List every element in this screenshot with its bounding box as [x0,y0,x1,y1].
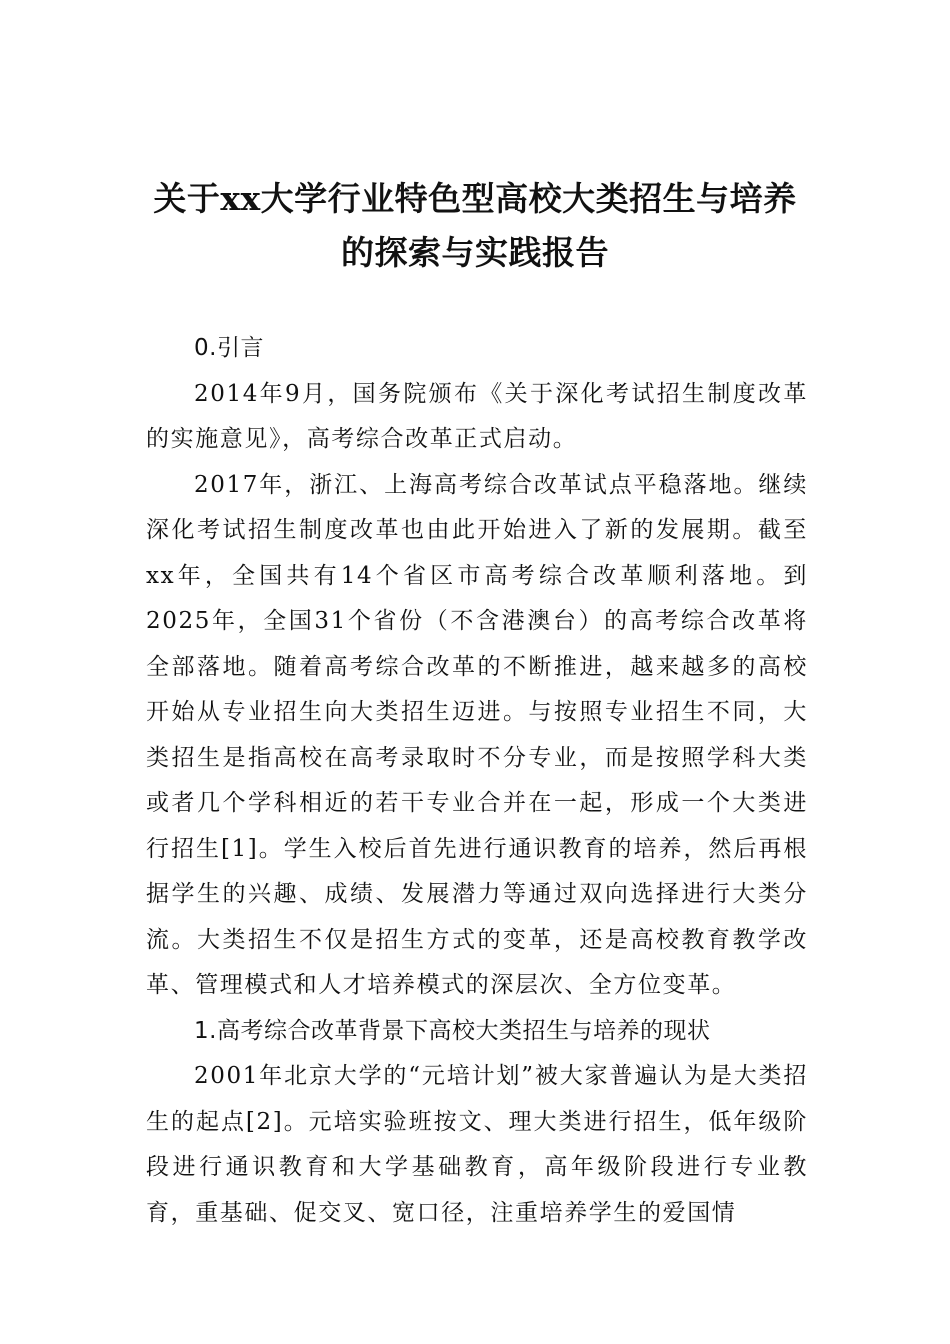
paragraph-reform-launch: 2014年9月，国务院颁布《关于深化考试招生制度改革的实施意见》，高考综合改革正式启动。 [146,380,808,452]
document-body [146,326,808,1236]
document-title: 关于xx大学行业特色型高校大类招生与培养的探索与实践报告 [153,179,797,272]
section-heading-current-status: 1.高考综合改革背景下高校大类招生与培养的现状 [194,1017,711,1044]
section-heading-introduction: 0.引言 [194,335,264,361]
paragraph-reform-progress: 2017年，浙江、上海高考综合改革试点平稳落地。继续深化考试招生制度改革也由此开始进入了新的发展期。截至xx年，全国共有14个省区市高考综合改革顺利落地。到2025年，全国31个省份（不含港澳台）的高考综合改革将全部落地。随着高考综合改革的不断推进，越来越多的高校开始从专业招生向大类招生迈进。与按照专业招生不同，大类招生是指高校在高考录取时不分专业，而是按照学科大类或者几个学科相近的若干专业合并在一起，形成一个大类进行招生[1]。学生入校后首先进行通识教育的培养，然后再根据学生的兴趣、成绩、发展潜力等通过双向选择进行大类分流。大类招生不仅是招生方式的变革，还是高校教育教学改革、管理模式和人才培养模式的深层次、全方位变革。 [146,471,808,998]
paragraph-yuanpei-plan: 2001年北京大学的“元培计划”被大家普遍认为是大类招生的起点[2]。元培实验班按文、理大类进行招生，低年级阶段进行通识教育和大学基础教育，高年级阶段进行专业教育，重基础、促交叉、宽口径，注重培养学生的爱国情 [146,1063,808,1226]
